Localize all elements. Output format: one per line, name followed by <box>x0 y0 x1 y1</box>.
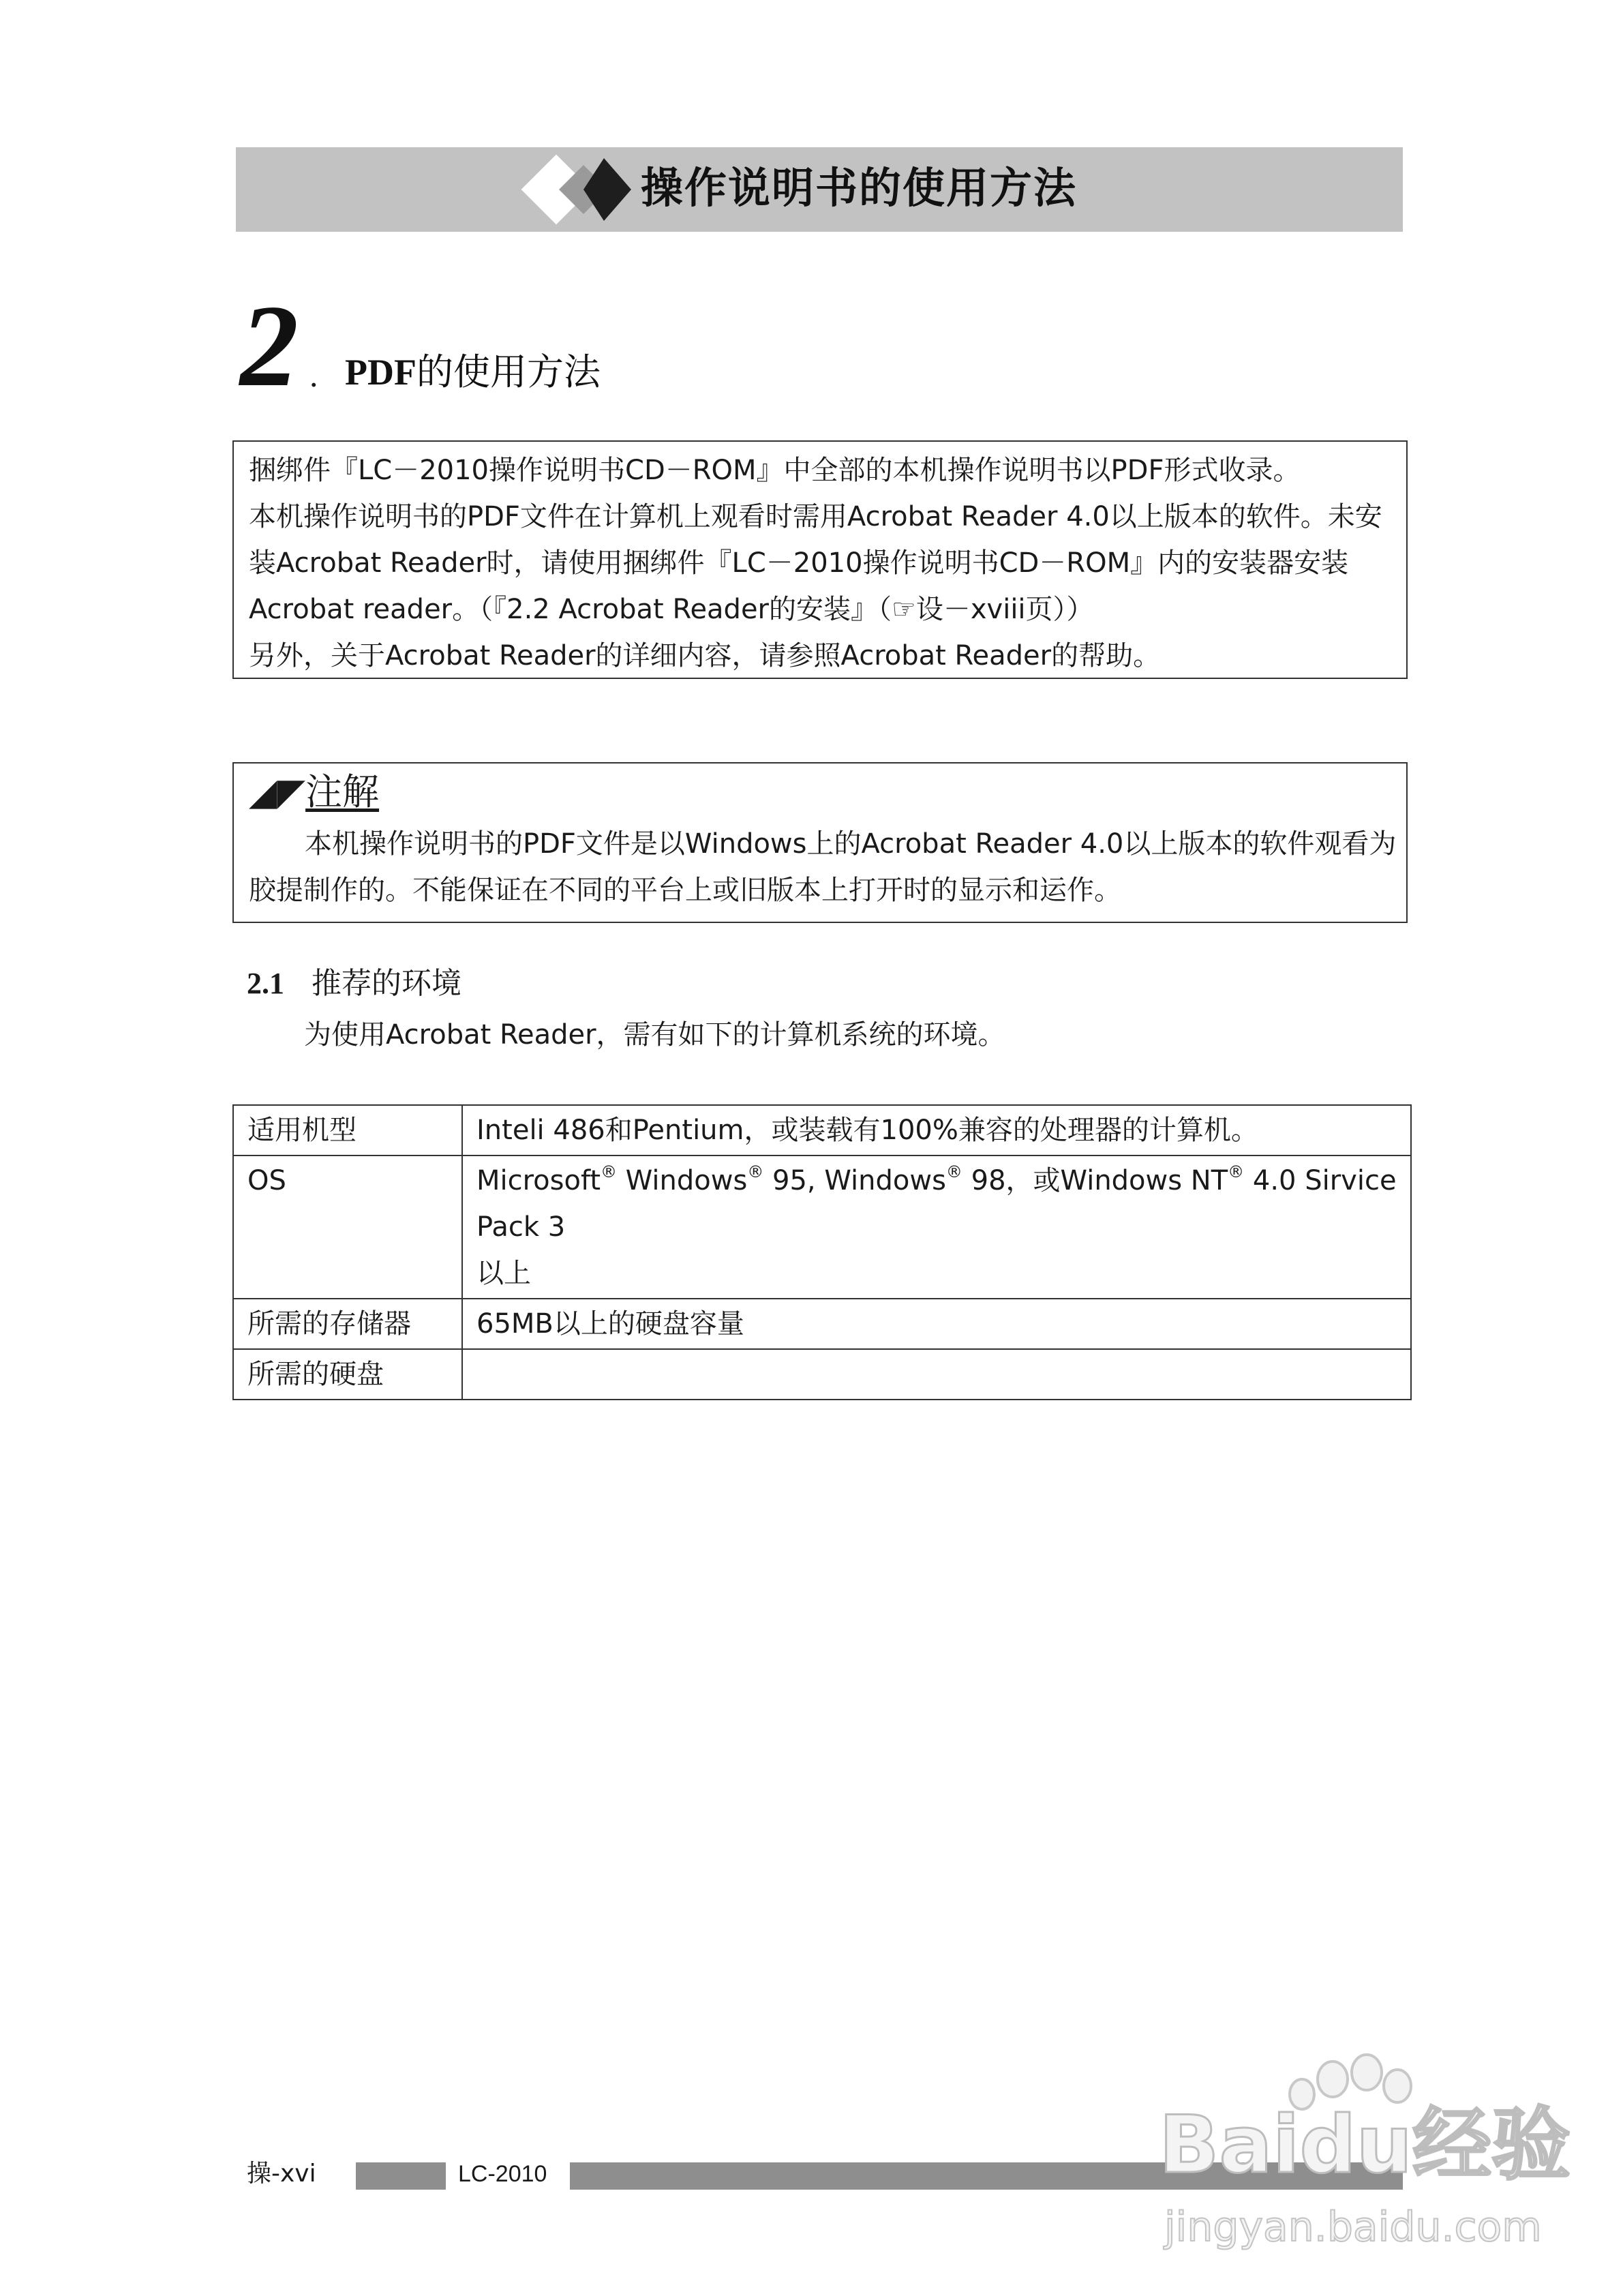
os-text: 以上 <box>476 1258 531 1289</box>
section-number: 2.1 <box>247 967 284 1000</box>
note-line: 胶提制作的。不能保证在不同的平台上或旧版本上打开时的显示和运作。 <box>249 875 1121 906</box>
note-box <box>232 762 1408 923</box>
note-heading <box>249 764 1391 821</box>
footer-model-name: LC-2010 <box>458 2161 547 2187</box>
table-cell-value: Inteli 486和Pentium，或装载有100%兼容的处理器的计算机。 <box>462 1105 1411 1155</box>
intro-paragraph <box>249 447 1391 679</box>
registered-mark: ® <box>945 1162 962 1181</box>
table-row <box>233 1349 1411 1400</box>
watermark-brand: Baidu经验 <box>1159 2099 1571 2191</box>
chapter-title-rest: 的使用方法 <box>416 350 601 393</box>
os-text: Microsoft <box>476 1165 601 1196</box>
environment-table <box>232 1104 1412 1400</box>
intro-box <box>232 440 1408 679</box>
intro-line: 捆绑件『LC－2010操作说明书CD－ROM』中全部的本机操作说明书以PDF形式收录。 <box>249 455 1301 486</box>
table-row <box>233 1155 1411 1299</box>
footer-page-number: 操-xvi <box>247 2160 316 2188</box>
os-text: 95, Windows <box>763 1165 946 1196</box>
table-cell-value-os <box>462 1155 1411 1299</box>
os-text: 4.0 Sirvice Pack 3 <box>476 1165 1397 1243</box>
chapter-number-dot: . <box>309 356 318 394</box>
section-title: 推荐的环境 <box>312 966 461 1001</box>
footer-bar-left <box>356 2162 446 2190</box>
section-heading <box>247 960 461 1008</box>
intro-line: Acrobat reader。（『2.2 Acrobat Reader的安装』（☞设－xviii页）） <box>249 594 1094 625</box>
chapter-title-pdf: PDF <box>345 352 416 393</box>
note-line: 本机操作说明书的PDF文件是以Windows上的Acrobat Reader 4.0以上版本的软件观看为 <box>305 828 1397 860</box>
table-cell-value <box>462 1349 1411 1400</box>
table-cell-label: 所需的存储器 <box>233 1299 462 1349</box>
note-text <box>249 821 1397 913</box>
intro-line: 本机操作说明书的PDF文件在计算机上观看时需用Acrobat Reader 4.0以上版本的软件。未安 <box>249 501 1382 532</box>
os-text: Windows <box>617 1165 748 1196</box>
table-cell-label: OS <box>233 1155 462 1299</box>
table-cell-label: 适用机型 <box>233 1105 462 1155</box>
intro-line: 另外，关于Acrobat Reader的详细内容，请参照Acrobat Reader的帮助。 <box>249 640 1161 671</box>
registered-mark: ® <box>601 1162 618 1181</box>
table-row <box>233 1105 1411 1155</box>
header-title: 操作说明书的使用方法 <box>641 163 1078 213</box>
intro-line: 装Acrobat Reader时，请使用捆绑件『LC－2010操作说明书CD－ROM』内的安装器安装 <box>249 547 1349 579</box>
registered-mark: ® <box>1228 1162 1245 1181</box>
chapter-number: 2 <box>240 282 299 411</box>
note-marker-icon: ◢◤ <box>249 770 306 813</box>
section-intro: 为使用Acrobat Reader，需有如下的计算机系统的环境。 <box>304 1019 1005 1051</box>
diamond-bullet-icon <box>518 151 634 228</box>
table-row <box>233 1299 1411 1349</box>
table-cell-label: 所需的硬盘 <box>233 1349 462 1400</box>
registered-mark: ® <box>747 1162 764 1181</box>
watermark-url: jingyan.baidu.com <box>1164 2203 1542 2251</box>
note-heading-text: 注解 <box>305 770 380 813</box>
table-cell-value: 65MB以上的硬盘容量 <box>462 1299 1411 1349</box>
chapter-title <box>345 345 601 399</box>
os-text: 98，或Windows NT <box>962 1165 1228 1196</box>
